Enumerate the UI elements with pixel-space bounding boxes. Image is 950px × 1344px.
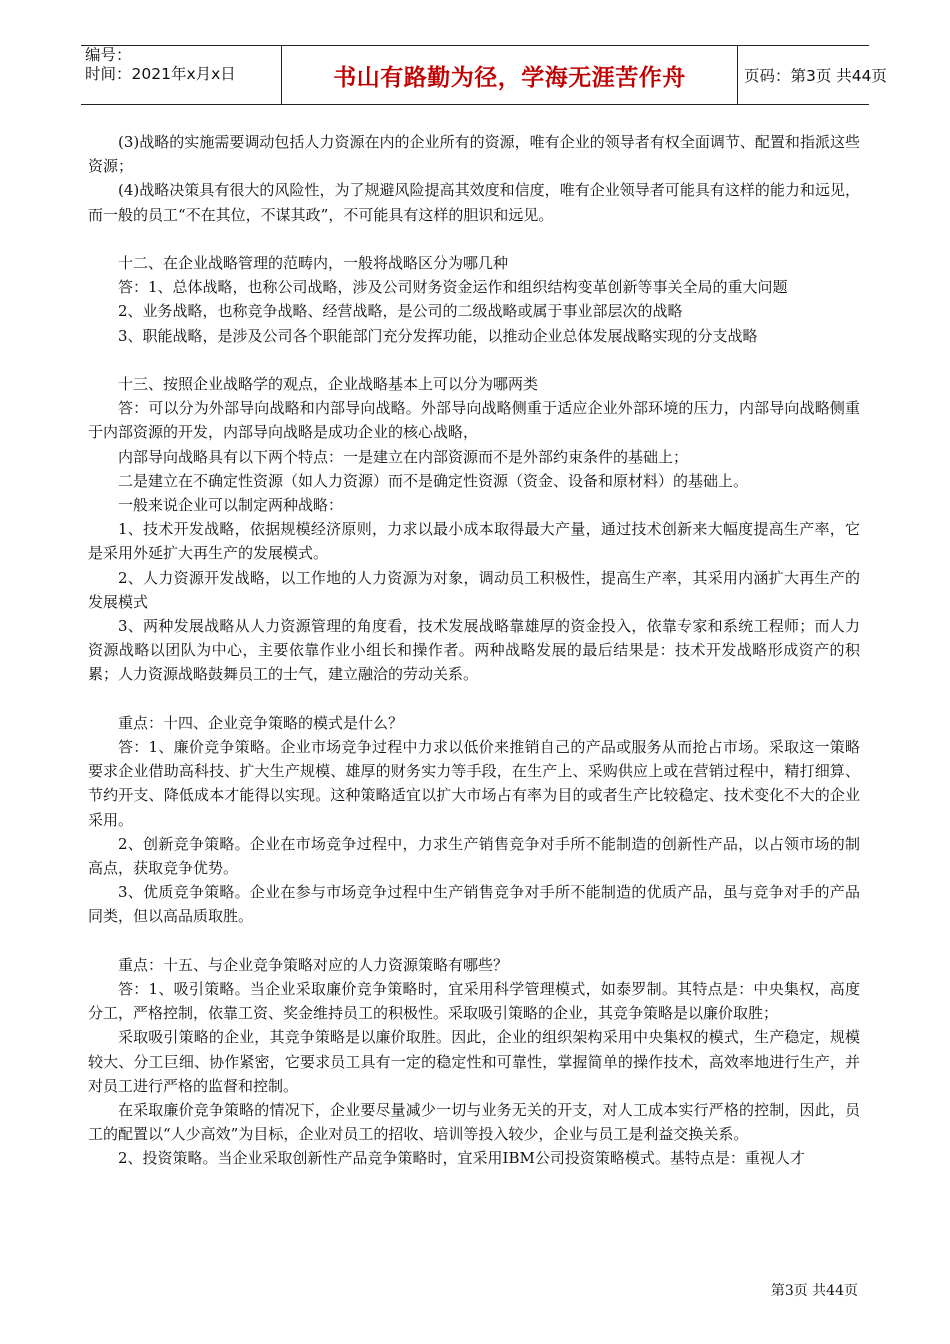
body-paragraph: 答：1、廉价竞争策略。企业市场竞争过程中力求以低价来推销自己的产品或服务从而抢占市场。采取这一策略要求企业借助高科技、扩大生产规模、雄厚的财务实力等手段，在生产上、采购供应上或在营销过程中，精打细算、节约开支、降低成本才能得以实现。这种策略适宜以扩大市场占有率为目的或者生产比较稳定、技术变化不大的企业采用。: [88, 738, 860, 829]
body-paragraph: 采取吸引策略的企业，其竞争策略是以廉价取胜。因此，企业的组织架构采用中央集权的模式，生产稳定，规模较大、分工巨细、协作紧密，它要求员工具有一定的稳定性和可靠性，掌握简单的操作技术，高效率地进行生产，并对员工进行严格的监督和控制。: [88, 1028, 860, 1095]
body-paragraph: 2、创新竞争策略。企业在市场竞争过程中，力求生产销售竞争对手所不能制造的创新性产品，以占领市场的制高点，获取竞争优势。: [88, 834, 860, 878]
body-paragraph: 重点：十五、与企业竞争策略对应的人力资源策略有哪些？: [118, 955, 509, 974]
body-paragraph: (3)战略的实施需要调动包括人力资源在内的企业所有的资源，唯有企业的领导者有权全面调节、配置和指派这些资源；: [88, 133, 860, 176]
body-paragraph: 2、人力资源开发战略，以工作地的人力资源为对象，调动员工积极性，提高生产率，其采用内涵扩大再生产的发展模式: [88, 568, 860, 611]
header-meta: [81, 46, 285, 104]
document-number-label: 编号：: [85, 46, 132, 64]
body-paragraph: 答：1、总体战略，也称公司战略，涉及公司财务资金运作和组织结构变革创新等事关全局的重大问题: [118, 278, 788, 297]
page-header: [81, 45, 888, 105]
body-paragraph: 十二、在企业战略管理的范畴内，一般将战略区分为哪几种: [118, 254, 509, 272]
body-paragraph: 内部导向战略具有以下两个特点：一是建立在内部资源而不是外部约束条件的基础上；: [118, 447, 689, 466]
body-paragraph: 一般来说企业可以制定两种战略：: [118, 496, 344, 515]
body-paragraph: 二是建立在不确定性资源（如人力资源）而不是确定性资源（资金、设备和原材料）的基础上。: [118, 471, 749, 490]
document-body: [88, 130, 860, 1171]
body-paragraph: 答：可以分为外部导向战略和内部导向战略。外部导向战略侧重于适应企业外部环境的压力，内部导向战略侧重于内部资源的开发，内部导向战略是成功企业的核心战略，: [88, 399, 860, 442]
body-paragraph: 1、技术开发战略，依据规模经济原则，力求以最小成本取得最大产量，通过技术创新来大幅度提高生产率，它是采用外延扩大再生产的发展模式。: [88, 520, 860, 563]
header-page-cell: [736, 46, 888, 104]
body-paragraph: 3、职能战略，是涉及公司各个职能部门充分发挥功能，以推动企业总体发展战略实现的分支战略: [118, 326, 758, 345]
paragraph-spacer: [88, 348, 860, 372]
paragraph-spacer: [88, 687, 860, 711]
body-paragraph: 2、业务战略，也称竞争战略、经营战略，是公司的二级战略或属于事业部层次的战略: [118, 302, 683, 321]
body-paragraph: 3、优质竞争策略。企业在参与市场竞争过程中生产销售竞争对手所不能制造的优质产品，虽与竞争对手的产品同类，但以高品质取胜。: [88, 883, 860, 926]
body-paragraph: 2、投资策略。当企业采取创新性产品竞争策略时，宜采用IBM公司投资策略模式。基特点是：重视人才: [118, 1149, 805, 1168]
header-motto-cell: [281, 46, 738, 104]
body-paragraph: 十三、按照企业战略学的观点，企业战略基本上可以分为哪两类: [118, 375, 539, 393]
document-date-label: 时间：2021年x月x日: [85, 65, 236, 83]
body-paragraph: 在采取廉价竞争策略的情况下，企业要尽量减少一切与业务无关的开支，对人工成本实行严格的控制，因此，员工的配置以“人少高效”为目标，企业对员工的招收、培训等投入较少，企业与员工是利益交换关系。: [88, 1101, 860, 1144]
body-paragraph: 重点：十四、企业竞争策略的模式是什么？: [118, 713, 404, 732]
paragraph-spacer: [88, 227, 860, 251]
body-paragraph: 答：1、吸引策略。当企业采取廉价竞争策略时，宜采用科学管理模式，如泰罗制。其特点是：中央集权，高度分工，严格控制，依靠工资、奖金维持员工的积极性。采取吸引策略的企业，其竞争策略是以廉价取胜；: [88, 980, 860, 1023]
header-page-number: 页码：第3页 共44页: [744, 67, 888, 85]
paragraph-spacer: [88, 929, 860, 953]
page-footer: 第3页 共44页: [770, 1283, 858, 1299]
body-paragraph: 3、两种发展战略从人力资源管理的角度看，技术发展战略靠雄厚的资金投入，依靠专家和系统工程师；而人力资源战略以团队为中心，主要依靠作业小组长和操作者。两种战略发展的最后结果是：技术开发战略形成资产的积累；人力资源战略鼓舞员工的士气，建立融洽的劳动关系。: [88, 617, 860, 684]
header-motto: 书山有路勤为径，学海无涯苦作舟: [333, 64, 686, 91]
body-paragraph: (4)战略决策具有很大的风险性，为了规避风险提高其效度和信度，唯有企业领导者可能具有这样的能力和远见，而一般的员工“不在其位，不谋其政”，不可能具有这样的胆识和远见。: [88, 181, 860, 224]
